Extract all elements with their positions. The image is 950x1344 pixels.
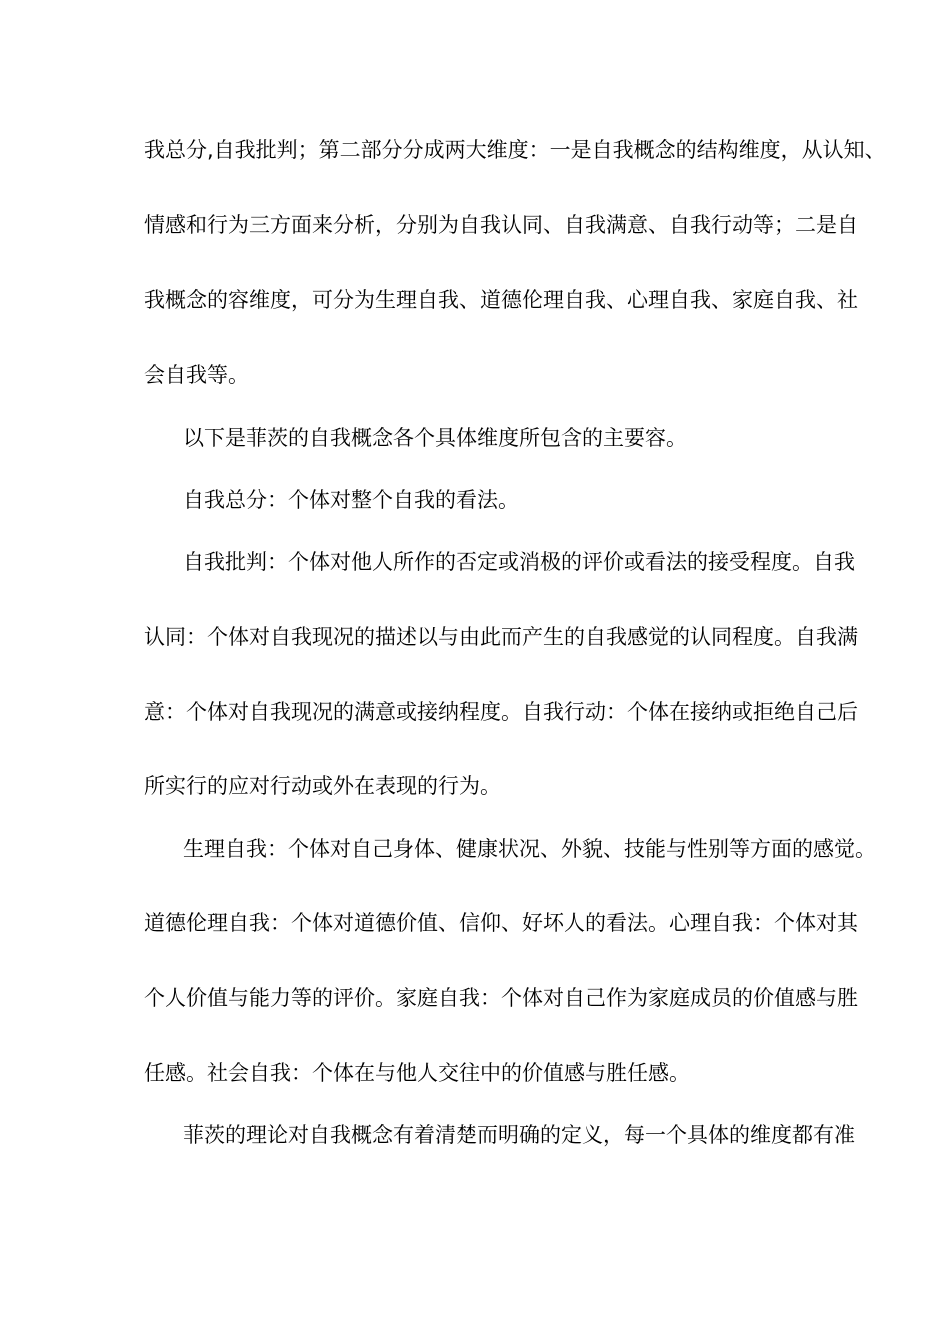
text-line-8: 认同：个体对自我现况的描述以与由此而产生的自我感觉的认同程度。自我满 bbox=[144, 625, 858, 649]
text-line-7: 自我批判：个体对他人所作的否定或消极的评价或看法的接受程度。自我 bbox=[183, 550, 855, 574]
text-line-3: 我概念的容维度，可分为生理自我、道德伦理自我、心理自我、家庭自我、社 bbox=[144, 288, 858, 312]
text-line-1: 我总分,自我批判；第二部分分成两大维度：一是自我概念的结构维度，从认知、 bbox=[144, 138, 886, 162]
text-line-4: 会自我等。 bbox=[144, 363, 249, 387]
text-line-9: 意：个体对自我现况的满意或接纳程度。自我行动：个体在接纳或拒绝自己后 bbox=[144, 700, 858, 724]
text-line-2: 情感和行为三方面来分析，分别为自我认同、自我满意、自我行动等；二是自 bbox=[144, 213, 858, 237]
text-line-15: 菲茨的理论对自我概念有着清楚而明确的定义，每一个具体的维度都有准 bbox=[183, 1123, 855, 1147]
text-line-6: 自我总分：个体对整个自我的看法。 bbox=[183, 488, 519, 512]
text-line-12: 道德伦理自我：个体对道德价值、信仰、好坏人的看法。心理自我：个体对其 bbox=[144, 911, 858, 935]
text-line-13: 个人价值与能力等的评价。家庭自我：个体对自己作为家庭成员的价值感与胜 bbox=[144, 986, 858, 1010]
text-line-11: 生理自我：个体对自己身体、健康状况、外貌、技能与性别等方面的感觉。 bbox=[183, 837, 876, 861]
text-line-14: 任感。社会自我：个体在与他人交往中的价值感与胜任感。 bbox=[144, 1061, 690, 1085]
text-line-10: 所实行的应对行动或外在表现的行为。 bbox=[144, 774, 501, 798]
text-line-5: 以下是菲茨的自我概念各个具体维度所包含的主要容。 bbox=[183, 426, 687, 450]
